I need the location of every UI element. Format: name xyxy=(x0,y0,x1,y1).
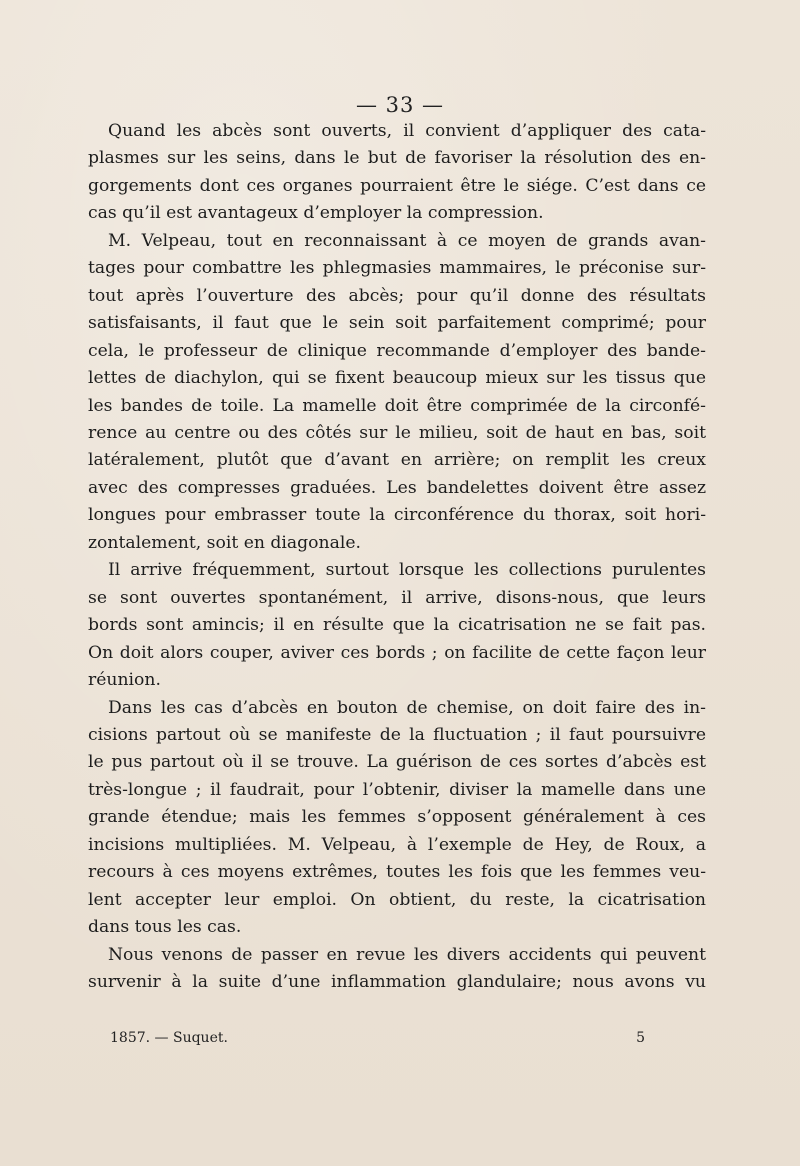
page-number-header: — 33 — xyxy=(355,93,445,117)
text-line: dans tous les cas. xyxy=(88,917,242,938)
text-line: lettes de diachylon, qui se fixent beaucoup mieux sur les tissus que xyxy=(88,368,706,389)
text-line: tages pour combattre les phlegmasies mammaires, le préconise sur- xyxy=(88,258,706,279)
text-line: cisions partout où se manifeste de la fluctuation ; il faut poursuivre xyxy=(88,724,706,745)
text-line: avec des compresses graduées. Les bandelettes doivent être assez xyxy=(88,477,706,498)
text-line: tout après l’ouverture des abcès; pour qu’il donne des résultats xyxy=(88,285,706,306)
text-line: On doit alors couper, aviver ces bords ; on facilite de cette façon leur xyxy=(88,642,706,663)
text-line: cas qu’il est avantageux d’employer la compression. xyxy=(88,203,544,224)
text-line: recours à ces moyens extrêmes, toutes les fois que les femmes veu- xyxy=(88,862,706,883)
text-line: Il arrive fréquemment, surtout lorsque les collections purulentes xyxy=(108,560,706,581)
text-line: survenir à la suite d’une inflammation glandulaire; nous avons vu xyxy=(88,972,706,993)
text-line: le pus partout où il se trouve. La guérison de ces sortes d’abcès est xyxy=(88,752,706,773)
printer-signature: 1857. — Suquet. xyxy=(110,1030,228,1046)
text-line: gorgements dont ces organes pourraient être le siége. C’est dans ce xyxy=(88,175,706,196)
text-line: cela, le professeur de clinique recommande d’employer des bande- xyxy=(88,340,706,361)
text-line: plasmes sur les seins, dans le but de favoriser la résolution des en- xyxy=(88,148,706,169)
text-line: longues pour embrasser toute la circonférence du thorax, soit hori- xyxy=(88,505,706,526)
text-line: Dans les cas d’abcès en bouton de chemise, on doit faire des in- xyxy=(108,697,706,718)
text-line: réunion. xyxy=(88,670,161,691)
body-text xyxy=(88,118,706,997)
text-line: grande étendue; mais les femmes s’opposent généralement à ces xyxy=(88,807,706,828)
text-line: se sont ouvertes spontanément, il arrive, disons-nous, que leurs xyxy=(88,587,706,608)
signature-number: 5 xyxy=(636,1030,645,1046)
text-line: Quand les abcès sont ouverts, il convient d’appliquer des cata- xyxy=(108,121,706,141)
text-line: incisions multipliées. M. Velpeau, à l’exemple de Hey, de Roux, a xyxy=(88,834,706,855)
text-line: Nous venons de passer en revue les divers accidents qui peuvent xyxy=(108,944,706,965)
text-line: les bandes de toile. La mamelle doit être comprimée de la circonfé- xyxy=(88,395,706,416)
text-line: lent accepter leur emploi. On obtient, du reste, la cicatrisation xyxy=(88,889,706,910)
text-line: zontalement, soit en diagonale. xyxy=(88,532,361,553)
text-line: M. Velpeau, tout en reconnaissant à ce moyen de grands avan- xyxy=(108,230,706,251)
text-line: très-longue ; il faudrait, pour l’obtenir, diviser la mamelle dans une xyxy=(88,779,706,800)
text-line: latéralement, plutôt que d’avant en arrière; on remplit les creux xyxy=(88,450,706,471)
text-line: bords sont amincis; il en résulte que la cicatrisation ne se fait pas. xyxy=(88,615,706,636)
text-line: rence au centre ou des côtés sur le milieu, soit de haut en bas, soit xyxy=(88,422,706,443)
text-line: satisfaisants, il faut que le sein soit parfaitement comprimé; pour xyxy=(88,313,706,334)
